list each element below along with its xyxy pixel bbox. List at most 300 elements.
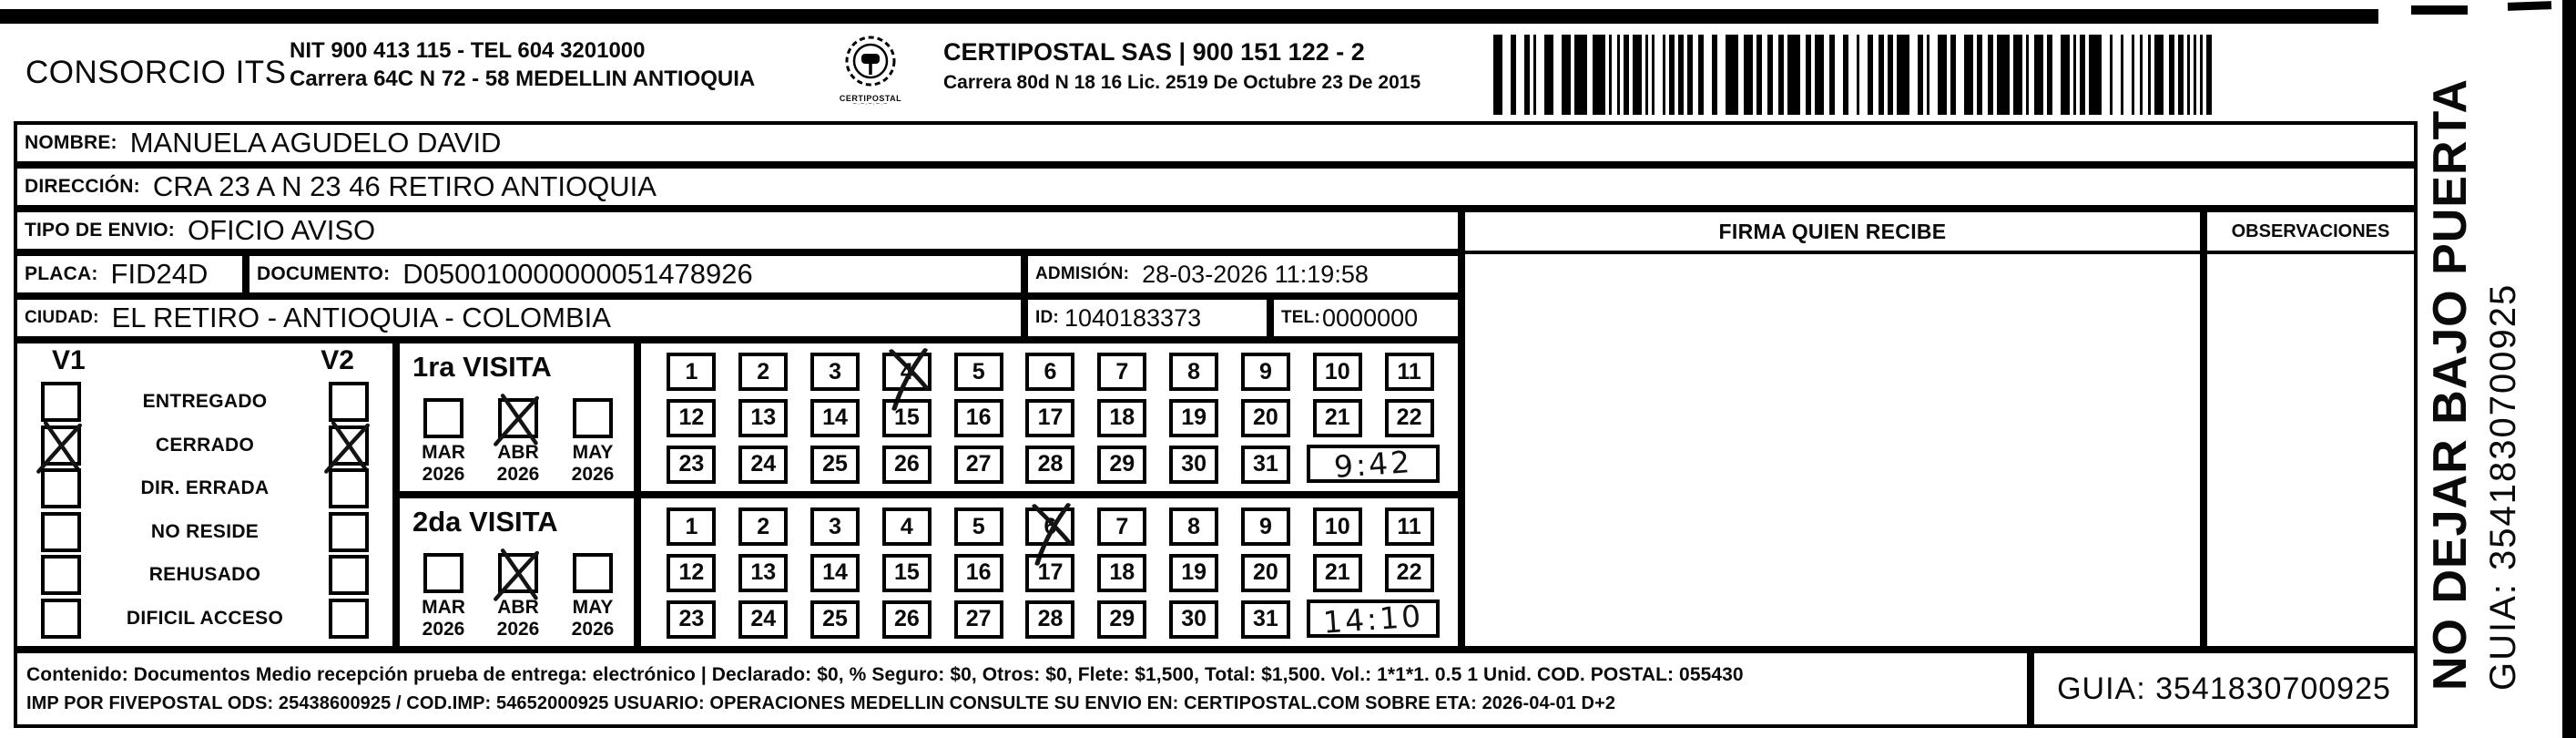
day-number: 24 [750, 606, 777, 632]
day-box [738, 399, 788, 437]
day-cell [942, 399, 1014, 438]
day-number: 13 [750, 405, 777, 431]
barcode-bar [2178, 35, 2184, 115]
day-cell [1158, 353, 1230, 392]
day-cell [728, 399, 799, 438]
month-option [409, 398, 478, 486]
day-number: 4 [900, 358, 913, 384]
day-number: 11 [1397, 513, 1421, 539]
certipostal-info-block [943, 38, 1420, 94]
company-name: CONSORCIO ITS [25, 55, 287, 90]
barcode-bar [1879, 35, 1884, 115]
barcode-bar [1857, 35, 1859, 115]
barcode-bar [1687, 35, 1693, 115]
day-cell [942, 600, 1014, 639]
barcode-bar [1950, 35, 1956, 115]
nombre-value: MANUELA AGUDELO DAVID [129, 127, 502, 159]
day-number: 26 [893, 451, 920, 477]
handwritten-x-mark [37, 422, 85, 469]
day-cell [1158, 507, 1230, 547]
day-number: 14 [822, 405, 848, 431]
day-number: 15 [893, 559, 920, 586]
barcode-bar [1574, 35, 1587, 115]
day-number: 25 [822, 606, 848, 632]
year-label: 2026 [422, 464, 465, 485]
day-number: 22 [1396, 405, 1422, 431]
day-cell [1301, 399, 1373, 438]
day-number: 27 [965, 606, 992, 632]
day-number: 29 [1109, 606, 1135, 632]
day-number: 6 [1044, 358, 1057, 384]
barcode-bar [1767, 35, 1773, 115]
nombre-label: NOMBRE: [25, 132, 117, 153]
side-strip [2421, 35, 2530, 691]
day-cell [799, 445, 871, 484]
day-cell [656, 399, 728, 438]
year-label: 2026 [496, 464, 540, 485]
barcode-bar [2073, 35, 2076, 115]
day-number: 20 [1253, 405, 1278, 431]
direccion-value: CRA 23 A N 23 46 RETIRO ANTIOQUIA [152, 170, 657, 202]
day-number: 15 [893, 405, 920, 431]
barcode-bar [1726, 35, 1738, 115]
day-number: 1 [685, 358, 698, 384]
day-cell [1014, 445, 1086, 484]
day-box [810, 600, 860, 639]
day-box [738, 353, 788, 391]
day-cell [1230, 399, 1302, 438]
day-cell [1158, 554, 1230, 593]
day-box [882, 353, 932, 391]
barcode-bar [1562, 35, 1571, 115]
barcode-bar [1617, 35, 1620, 115]
day-box [738, 507, 788, 546]
day-box [1313, 353, 1362, 391]
day-box [667, 399, 716, 437]
observaciones-column [2204, 209, 2418, 650]
day-number: 29 [1109, 451, 1135, 477]
day-number: 12 [678, 559, 705, 586]
day-box [1169, 600, 1218, 639]
barcode-bar [1997, 35, 2010, 115]
admision-cell [1024, 252, 1461, 296]
day-cell [656, 445, 728, 484]
v2-checkbox [329, 599, 369, 639]
ciudad-value: EL RETIRO - ANTIOQUIA - COLOMBIA [111, 302, 611, 333]
month-label: MAY [572, 442, 614, 463]
day-number: 30 [1181, 451, 1207, 477]
day-number: 30 [1181, 606, 1207, 632]
day-cell [1230, 353, 1302, 392]
content-line-1: Contenido: Documentos Medio recepción prueba de entrega: electrónico | Declarado: $0, % Seguro: $0, Otros: $0, Flete: $1,500, Total: $1,500. Vol.: 1*1*1. 0.5 1 Unid. COD. POSTAL: 055430 [26, 664, 1744, 685]
day-number: 16 [965, 559, 992, 586]
status-label: REHUSADO [148, 564, 261, 586]
certipostal-name-line: CERTIPOSTAL SAS | 900 151 122 - 2 [943, 38, 1365, 66]
day-box [1097, 507, 1146, 546]
month-checkbox [498, 398, 538, 438]
day-box [1169, 399, 1218, 437]
status-row [41, 425, 369, 466]
barcode-bar [1524, 35, 1530, 115]
status-label: CERRADO [155, 434, 255, 456]
barcode-bar [2140, 35, 2143, 115]
tipo-envio-label: TIPO DE ENVIO: [25, 220, 175, 241]
v1-column-header: V1 [52, 345, 86, 375]
day-box [882, 507, 932, 546]
day-number: 9 [1258, 513, 1272, 539]
barcode-bar [1645, 35, 1648, 115]
day-number: 17 [1037, 559, 1064, 586]
barcode-bar [1744, 35, 1753, 115]
month-option [484, 398, 553, 486]
day-number: 16 [965, 405, 992, 431]
barcode-bar [2089, 35, 2102, 115]
day-number: 6 [1044, 513, 1057, 539]
v1-checkbox [41, 425, 81, 466]
month-option [558, 398, 627, 486]
logo-squiggle: ~·~·~·~·~ [852, 101, 889, 108]
day-box [1025, 446, 1074, 484]
day-box [738, 600, 788, 639]
day-cell [1230, 600, 1302, 639]
day-box [1241, 353, 1290, 391]
tipo-envio-row [14, 209, 1461, 252]
direccion-row [14, 165, 2418, 209]
day-number: 18 [1109, 405, 1135, 431]
day-box [954, 554, 1003, 592]
day-box [738, 554, 788, 592]
day-box [1169, 353, 1218, 391]
status-label: NO RESIDE [150, 520, 260, 542]
day-cell [799, 507, 871, 547]
v1-checkbox [41, 555, 81, 595]
day-number: 19 [1181, 559, 1207, 586]
day-box [1025, 399, 1074, 437]
day-number: 23 [678, 451, 705, 477]
handwritten-x-mark [325, 422, 372, 469]
month-option [484, 553, 553, 641]
day-box [810, 399, 860, 437]
barcode-bar [1756, 35, 1762, 115]
status-row [41, 599, 369, 639]
day-box [810, 353, 860, 391]
day-number: 28 [1037, 606, 1064, 632]
day-box [1097, 600, 1146, 639]
month-checkbox [573, 398, 613, 438]
side-guia-number: GUIA: 3541830700925 [2483, 282, 2523, 691]
day-box [1169, 446, 1218, 484]
admision-label: ADMISIÓN: [1035, 264, 1130, 283]
day-number: 26 [893, 606, 920, 632]
day-number: 2 [757, 513, 770, 539]
month-checkbox [423, 398, 463, 438]
month-label: MAR [422, 597, 465, 618]
v1-checkbox [41, 512, 81, 552]
day-number: 31 [1253, 606, 1278, 632]
visit1-months [409, 398, 627, 486]
barcode-bar [2080, 35, 2085, 115]
day-box [954, 446, 1003, 484]
barcode-bar [1888, 35, 1893, 115]
day-cell [1086, 507, 1158, 547]
month-checkbox-wrap [498, 553, 538, 593]
day-box [1097, 353, 1146, 391]
month-checkbox-wrap [423, 553, 463, 593]
day-cell [1373, 353, 1445, 392]
handwritten-x-mark [494, 549, 542, 597]
barcode-bar [1712, 35, 1717, 115]
barcode-bar [1633, 35, 1642, 115]
day-box [1097, 446, 1146, 484]
day-number: 11 [1397, 358, 1421, 384]
day-number: 22 [1396, 559, 1422, 586]
day-box [667, 507, 716, 546]
day-cell [1230, 507, 1302, 547]
barcode-bar [1778, 35, 1784, 115]
day-cell [1230, 554, 1302, 593]
v2-column-header: V2 [321, 345, 354, 375]
status-row [41, 555, 369, 595]
day-box [1313, 554, 1362, 592]
barcode-bar [1927, 35, 1929, 115]
visit1-title: 1ra VISITA [412, 351, 552, 383]
id-value: 1040183373 [1064, 303, 1202, 332]
barcode-bar [1938, 35, 1947, 115]
day-number: 8 [1187, 513, 1201, 539]
day-box [882, 600, 932, 639]
placa-value: FID24D [110, 258, 209, 290]
day-cell [799, 554, 871, 593]
day-cell [942, 507, 1014, 547]
day-box [1241, 554, 1290, 592]
barcode-bar [2206, 35, 2212, 115]
day-cell [942, 445, 1014, 484]
day-cell [1301, 507, 1373, 547]
day-cell [1158, 600, 1230, 639]
handwritten-time: 9:42 [1332, 443, 1414, 485]
day-cell [728, 445, 799, 484]
right-edge-bar [2562, 0, 2576, 738]
day-box [1385, 554, 1434, 592]
day-number: 14 [822, 559, 848, 586]
day-number: 17 [1037, 405, 1064, 431]
day-number: 7 [1115, 513, 1129, 539]
day-number: 10 [1324, 358, 1350, 384]
day-box [954, 507, 1003, 546]
day-number: 13 [750, 559, 777, 586]
top-edge-dash [2411, 5, 2468, 15]
day-cell [1086, 445, 1158, 484]
day-box [954, 399, 1003, 437]
visit2-months [409, 553, 627, 641]
v2-checkbox [329, 555, 369, 595]
v1-checkbox [41, 382, 81, 422]
nombre-row [14, 121, 2418, 165]
status-rows [17, 380, 392, 641]
day-number: 12 [678, 405, 705, 431]
handwritten-time-box [1307, 445, 1440, 483]
barcode-bar [1624, 35, 1629, 115]
day-box [954, 600, 1003, 639]
day-cell [1373, 399, 1445, 438]
day-box [882, 446, 932, 484]
day-cell [656, 600, 728, 639]
guia-number-box: GUIA: 3541830700925 [2031, 650, 2418, 728]
day-box [1169, 507, 1218, 546]
logo-caption: CERTIPOSTAL [839, 94, 902, 103]
barcode-bar [1977, 35, 1982, 115]
year-label: 2026 [422, 619, 465, 640]
day-cell [1086, 600, 1158, 639]
barcode-bar [1593, 35, 1605, 115]
month-checkbox-wrap [423, 398, 463, 438]
id-cell [1024, 296, 1270, 340]
barcode-bar [1652, 35, 1655, 115]
documento-cell [246, 252, 1024, 296]
day-number: 4 [900, 513, 913, 539]
month-checkbox-wrap [498, 398, 538, 438]
barcode-bar [1897, 35, 1909, 115]
day-cell [1301, 353, 1373, 392]
barcode-bar [1678, 35, 1684, 115]
barcode-bar [2187, 35, 2190, 115]
month-checkbox [498, 553, 538, 593]
day-number: 8 [1187, 358, 1201, 384]
day-number: 31 [1253, 451, 1278, 477]
barcode-bar [2194, 35, 2196, 115]
barcode-bar [2121, 35, 2123, 115]
barcode-bar [1829, 35, 1835, 115]
status-label: DIR. ERRADA [140, 477, 270, 499]
day-cell [1230, 445, 1302, 484]
day-cell [656, 507, 728, 547]
day-cell [871, 600, 942, 639]
day-cell [871, 445, 942, 484]
day-cell [1086, 353, 1158, 392]
barcode-bar [1511, 35, 1516, 115]
day-cell [1158, 445, 1230, 484]
top-border-bar [0, 9, 2378, 24]
day-number: 3 [829, 358, 841, 384]
tipo-envio-value: OFICIO AVISO [188, 214, 376, 246]
direccion-label: DIRECCIÓN: [25, 176, 140, 197]
day-box [1169, 554, 1218, 592]
handwritten-time-box [1307, 598, 1440, 641]
day-cell [799, 353, 871, 392]
barcode-bar [1533, 35, 1536, 115]
barcode-bar [1663, 35, 1665, 115]
month-checkbox [573, 553, 613, 593]
day-box [667, 446, 716, 484]
day-box [667, 353, 716, 391]
barcode-bar [1843, 35, 1848, 115]
day-box [1025, 600, 1074, 639]
company-address-line: Carrera 64C N 72 - 58 MEDELLIN ANTIOQUIA [290, 67, 756, 91]
barcode-bar [2132, 35, 2134, 115]
year-label: 2026 [496, 619, 540, 640]
tel-value: 0000000 [1322, 303, 1419, 332]
day-number: 27 [965, 451, 992, 477]
barcode-bar [2148, 35, 2151, 115]
month-checkbox-wrap [573, 553, 613, 593]
day-cell [1301, 554, 1373, 593]
month-option [409, 553, 478, 641]
ciudad-label: CIUDAD: [25, 308, 99, 327]
handwritten-time: 14:10 [1321, 598, 1425, 641]
day-number: 21 [1324, 405, 1350, 431]
tel-label: TEL: [1281, 308, 1321, 327]
barcode-bar [2013, 35, 2022, 115]
day-cell [1014, 399, 1086, 438]
day-box [1097, 399, 1146, 437]
year-label: 2026 [571, 619, 615, 640]
day-cell [656, 353, 728, 392]
status-row [41, 468, 369, 508]
barcode-bar [1988, 35, 1993, 115]
firma-header: FIRMA QUIEN RECIBE [1465, 212, 2200, 254]
day-box [882, 554, 932, 592]
month-label: MAR [422, 442, 465, 463]
day-box [667, 600, 716, 639]
day-cell [1086, 399, 1158, 438]
day-cell [728, 353, 799, 392]
day-number: 18 [1109, 559, 1135, 586]
day-number: 5 [972, 513, 985, 539]
barcode-bar [2200, 35, 2203, 115]
day-cell [1373, 554, 1445, 593]
tel-cell [1270, 296, 1461, 340]
visit2-day-grid [637, 495, 1461, 650]
day-cell [871, 507, 942, 547]
day-box [667, 554, 716, 592]
day-number: 1 [685, 513, 698, 539]
status-label: ENTREGADO [142, 391, 268, 412]
barcode-bar [1493, 35, 1502, 115]
placa-label: PLACA: [25, 263, 98, 284]
day-cell [1014, 600, 1086, 639]
barcode-bar [1609, 35, 1612, 115]
content-declaration-box [14, 650, 2031, 728]
id-label: ID: [1035, 308, 1059, 327]
day-cell [656, 554, 728, 593]
day-box [1025, 507, 1074, 546]
day-cell [1158, 399, 1230, 438]
day-number: 25 [822, 451, 848, 477]
day-box [1385, 353, 1434, 391]
v2-checkbox [329, 382, 369, 422]
barcode-bar [1815, 35, 1824, 115]
visit2-label-box [396, 495, 637, 650]
barcode-bar [1544, 35, 1553, 115]
observaciones-header: OBSERVACIONES [2207, 212, 2414, 254]
day-number: 2 [757, 358, 770, 384]
barcode-bar [1868, 35, 1873, 115]
month-checkbox [423, 553, 463, 593]
day-number: 9 [1258, 358, 1272, 384]
day-cell [728, 507, 799, 547]
day-cell [799, 600, 871, 639]
barcode-bar [2047, 35, 2052, 115]
day-number: 23 [678, 606, 705, 632]
certipostal-stamp-icon [842, 35, 899, 91]
day-box [1097, 554, 1146, 592]
day-number: 20 [1253, 559, 1278, 586]
day-box [1385, 399, 1434, 437]
day-number: 21 [1324, 559, 1350, 586]
day-number: 24 [750, 451, 777, 477]
barcode-bar [2110, 35, 2113, 115]
month-label: ABR [497, 597, 539, 618]
